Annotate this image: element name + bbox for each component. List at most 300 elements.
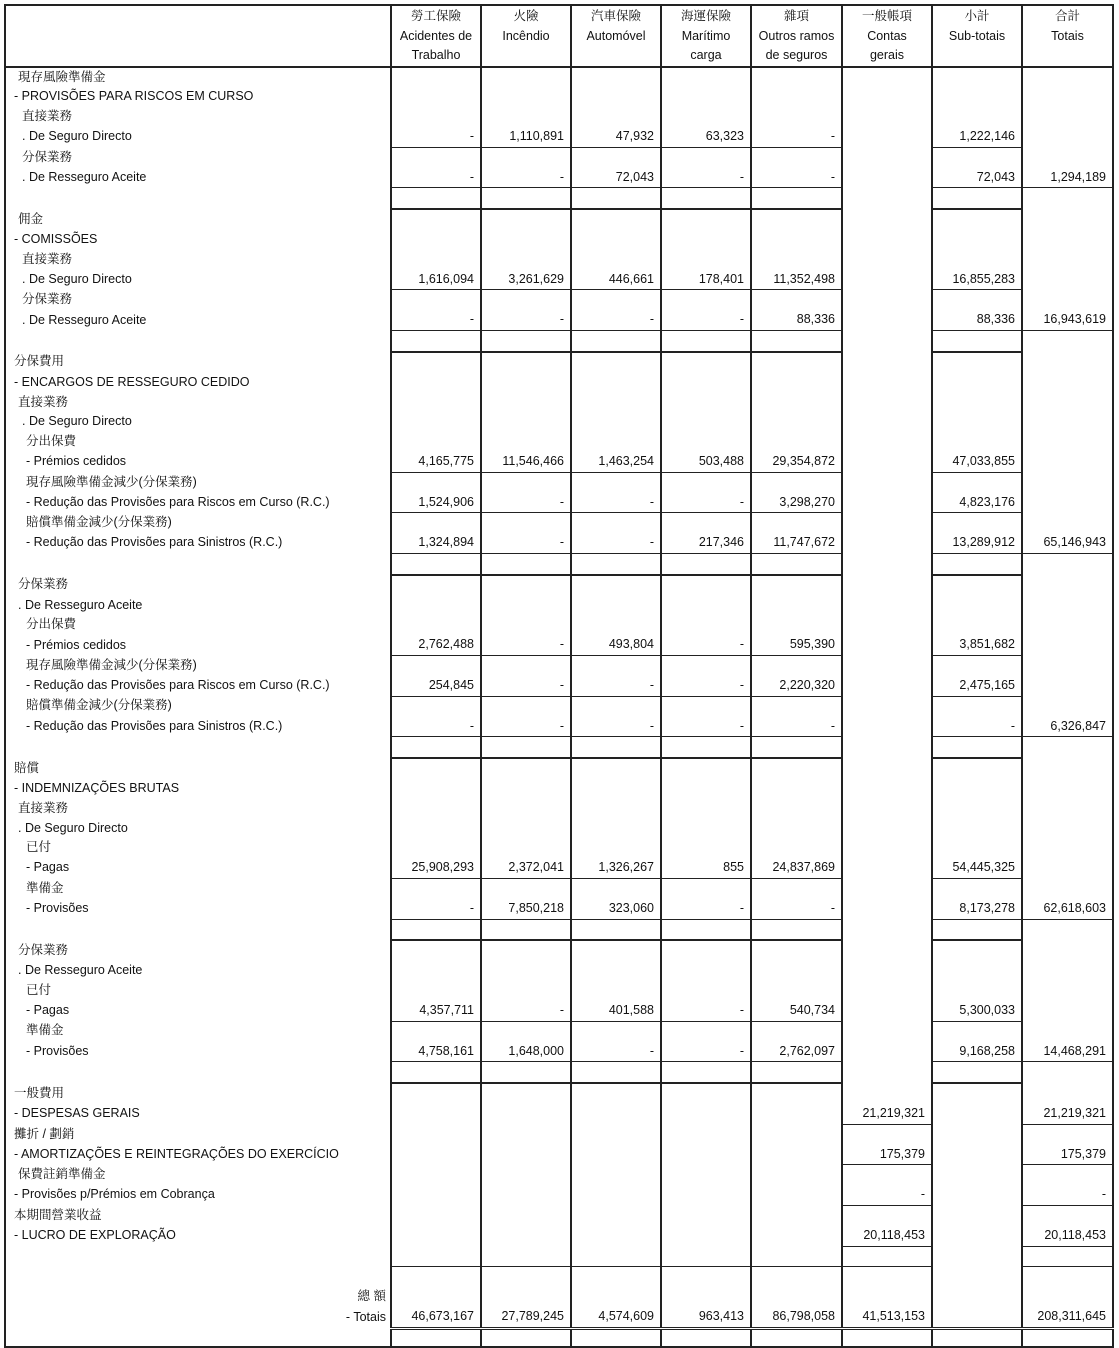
value-cell	[842, 1206, 932, 1226]
value-cell: 2,475,165	[932, 676, 1022, 696]
value-cell	[932, 596, 1022, 616]
value-cell	[571, 575, 661, 596]
empty-cell	[842, 1328, 932, 1347]
value-cell	[391, 1062, 481, 1083]
table-row	[5, 493, 1113, 513]
value-cell: 88,336	[751, 310, 842, 330]
value-cell	[932, 188, 1022, 209]
value-cell	[751, 961, 842, 981]
column-header-pt2: carga	[690, 48, 722, 62]
value-cell	[571, 352, 661, 373]
value-cell	[391, 209, 481, 230]
value-cell	[391, 412, 481, 432]
value-cell: 16,943,619	[1022, 310, 1113, 330]
value-cell	[932, 1226, 1022, 1246]
value-cell	[571, 615, 661, 635]
value-cell: 1,222,146	[932, 127, 1022, 147]
row-label: - Prémios cedidos	[26, 637, 127, 652]
value-cell	[481, 1145, 571, 1165]
value-cell	[481, 1226, 571, 1246]
value-cell	[661, 412, 751, 432]
value-cell	[661, 432, 751, 452]
value-cell: -	[932, 717, 1022, 737]
value-cell	[571, 696, 661, 716]
value-cell	[481, 1124, 571, 1144]
table-row	[5, 676, 1113, 696]
value-cell	[751, 1165, 842, 1185]
value-cell	[1022, 656, 1113, 676]
value-cell	[842, 838, 932, 858]
table-row	[5, 472, 1113, 492]
value-cell	[842, 331, 932, 352]
value-cell: 86,798,058	[751, 1307, 842, 1328]
value-cell	[571, 981, 661, 1001]
value-cell	[571, 838, 661, 858]
value-cell	[571, 1226, 661, 1246]
value-cell	[481, 737, 571, 758]
value-cell	[1022, 940, 1113, 961]
row-label: - Redução das Provisões para Sinistros (R.C.)	[26, 535, 283, 550]
row-label: 本期間營業收益	[14, 1207, 102, 1222]
table-row	[5, 1145, 1113, 1165]
row-label: - Provisões	[26, 1043, 89, 1058]
value-cell	[1022, 147, 1113, 167]
value-cell: 16,855,283	[932, 270, 1022, 290]
row-label: 準備金	[26, 1023, 64, 1038]
value-cell	[571, 799, 661, 819]
value-cell	[1022, 879, 1113, 899]
value-cell: 175,379	[1022, 1145, 1113, 1165]
row-label: 直接業務	[18, 394, 69, 409]
value-cell	[842, 67, 932, 88]
value-cell	[932, 1267, 1022, 1287]
table-footer-row	[5, 1328, 1113, 1347]
value-cell	[842, 373, 932, 393]
value-cell: 1,524,906	[391, 493, 481, 513]
value-cell	[391, 188, 481, 209]
value-cell	[571, 250, 661, 270]
value-cell	[391, 331, 481, 352]
value-cell	[481, 656, 571, 676]
value-cell	[1022, 858, 1113, 878]
table-row	[5, 656, 1113, 676]
value-cell	[481, 1267, 571, 1287]
row-label: - DESPESAS GERAIS	[14, 1106, 140, 1121]
column-header-pt: Contas	[867, 28, 907, 43]
value-cell	[481, 838, 571, 858]
value-cell	[751, 940, 842, 961]
value-cell	[661, 1104, 751, 1124]
value-cell	[1022, 290, 1113, 310]
value-cell	[842, 615, 932, 635]
row-label: 直接業務	[22, 109, 73, 124]
value-cell	[391, 290, 481, 310]
row-label: 賠償準備金減少(分保業務)	[26, 515, 172, 530]
table-row	[5, 352, 1113, 373]
value-cell: 1,326,267	[571, 858, 661, 878]
column-header	[481, 5, 571, 67]
value-cell	[661, 513, 751, 533]
value-cell: 1,463,254	[571, 452, 661, 472]
value-cell	[661, 1185, 751, 1205]
value-cell	[751, 230, 842, 250]
value-cell	[481, 554, 571, 575]
value-cell	[932, 513, 1022, 533]
row-label: 攤折 / 劃銷	[14, 1126, 75, 1141]
value-cell	[932, 575, 1022, 596]
table-row	[5, 188, 1113, 209]
row-label: 保費註銷準備金	[18, 1167, 106, 1182]
empty-cell	[481, 1328, 571, 1347]
table-row	[5, 1165, 1113, 1185]
value-cell: 21,219,321	[1022, 1104, 1113, 1124]
column-header-zh: 合計	[1054, 9, 1080, 23]
value-cell	[391, 615, 481, 635]
row-label: 已付	[26, 983, 52, 998]
value-cell	[751, 67, 842, 88]
value-cell	[391, 107, 481, 127]
value-cell	[1022, 1083, 1113, 1104]
value-cell: 65,146,943	[1022, 533, 1113, 553]
value-cell	[481, 87, 571, 107]
value-cell: 13,289,912	[932, 533, 1022, 553]
value-cell	[1022, 1062, 1113, 1083]
value-cell	[932, 981, 1022, 1001]
value-cell	[391, 1206, 481, 1226]
value-cell	[932, 1246, 1022, 1267]
value-cell	[571, 472, 661, 492]
value-cell	[661, 799, 751, 819]
value-cell	[481, 758, 571, 779]
value-cell	[481, 209, 571, 230]
value-cell	[932, 250, 1022, 270]
value-cell	[932, 1287, 1022, 1307]
table-row	[5, 393, 1113, 413]
value-cell	[481, 961, 571, 981]
value-cell: -	[751, 717, 842, 737]
value-cell: 208,311,645	[1022, 1307, 1113, 1328]
value-cell	[932, 940, 1022, 961]
value-cell	[842, 493, 932, 513]
value-cell: 3,851,682	[932, 635, 1022, 655]
value-cell: 2,762,488	[391, 635, 481, 655]
value-cell: -	[751, 168, 842, 188]
value-cell	[842, 188, 932, 209]
empty-cell	[5, 1328, 391, 1347]
empty-cell	[751, 1328, 842, 1347]
table-row	[5, 1062, 1113, 1083]
row-label: - INDEMNIZAÇÕES BRUTAS	[14, 780, 180, 795]
value-cell: 7,850,218	[481, 899, 571, 919]
value-cell	[481, 331, 571, 352]
table-row	[5, 879, 1113, 899]
row-label: 分保業務	[22, 149, 73, 164]
value-cell	[842, 656, 932, 676]
value-cell: -	[391, 168, 481, 188]
value-cell	[391, 799, 481, 819]
row-label	[5, 919, 391, 940]
value-cell: 46,673,167	[391, 1307, 481, 1328]
column-header	[932, 5, 1022, 67]
value-cell	[481, 412, 571, 432]
value-cell	[391, 230, 481, 250]
value-cell	[751, 1267, 842, 1287]
value-cell: 1,294,189	[1022, 168, 1113, 188]
value-cell	[932, 1307, 1022, 1328]
value-cell	[842, 1001, 932, 1021]
value-cell	[481, 147, 571, 167]
row-label: . De Seguro Directo	[18, 820, 128, 835]
column-header	[391, 5, 481, 67]
value-cell	[391, 1104, 481, 1124]
value-cell: 54,445,325	[932, 858, 1022, 878]
value-cell	[842, 879, 932, 899]
table-row	[5, 1021, 1113, 1041]
value-cell	[842, 635, 932, 655]
value-cell	[1022, 758, 1113, 779]
value-cell: 47,033,855	[932, 452, 1022, 472]
row-label: - Provisões p/Prémios em Cobrança	[14, 1187, 215, 1202]
value-cell	[842, 127, 932, 147]
table-row	[5, 87, 1113, 107]
value-cell	[932, 230, 1022, 250]
value-cell	[571, 1206, 661, 1226]
value-cell	[1022, 1267, 1113, 1287]
table-row	[5, 513, 1113, 533]
value-cell: -	[751, 127, 842, 147]
value-cell	[391, 696, 481, 716]
value-cell	[751, 107, 842, 127]
value-cell	[751, 1226, 842, 1246]
value-cell	[1022, 1246, 1113, 1267]
value-cell	[571, 1185, 661, 1205]
row-label	[5, 1246, 391, 1267]
value-cell	[391, 1145, 481, 1165]
row-label	[5, 737, 391, 758]
value-cell	[842, 819, 932, 839]
value-cell	[571, 779, 661, 799]
table-row	[5, 899, 1113, 919]
value-cell	[571, 373, 661, 393]
value-cell	[1022, 961, 1113, 981]
column-header-zh: 汽車保險	[590, 9, 641, 23]
value-cell	[571, 596, 661, 616]
empty-cell	[661, 1328, 751, 1347]
column-header-pt: Outros ramos	[758, 28, 835, 43]
table-row	[5, 168, 1113, 188]
value-cell	[842, 1124, 932, 1144]
value-cell	[932, 1145, 1022, 1165]
value-cell: -	[481, 310, 571, 330]
value-cell	[751, 188, 842, 209]
value-cell	[661, 331, 751, 352]
value-cell	[932, 1104, 1022, 1124]
value-cell: -	[751, 899, 842, 919]
value-cell	[661, 373, 751, 393]
empty-cell	[391, 1328, 481, 1347]
value-cell	[932, 432, 1022, 452]
value-cell	[481, 879, 571, 899]
value-cell: 4,357,711	[391, 1001, 481, 1021]
value-cell	[932, 819, 1022, 839]
value-cell	[661, 838, 751, 858]
value-cell	[842, 393, 932, 413]
value-cell	[661, 575, 751, 596]
value-cell	[481, 1185, 571, 1205]
value-cell	[1022, 919, 1113, 940]
table-row	[5, 1124, 1113, 1144]
value-cell	[391, 554, 481, 575]
value-cell	[751, 1062, 842, 1083]
value-cell	[481, 67, 571, 88]
value-cell	[661, 1287, 751, 1307]
value-cell	[571, 147, 661, 167]
value-cell: -	[481, 676, 571, 696]
row-label: - Totais	[345, 1309, 386, 1324]
value-cell	[751, 981, 842, 1001]
value-cell	[751, 554, 842, 575]
value-cell: -	[661, 899, 751, 919]
value-cell	[932, 352, 1022, 373]
value-cell	[842, 230, 932, 250]
value-cell: -	[571, 676, 661, 696]
table-row	[5, 290, 1113, 310]
value-cell	[842, 858, 932, 878]
value-cell	[661, 230, 751, 250]
value-cell	[571, 656, 661, 676]
value-cell	[661, 940, 751, 961]
row-label: . De Seguro Directo	[22, 129, 132, 144]
value-cell: -	[661, 635, 751, 655]
table-row	[5, 432, 1113, 452]
value-cell	[481, 779, 571, 799]
value-cell	[391, 919, 481, 940]
value-cell: 14,468,291	[1022, 1042, 1113, 1062]
table-row	[5, 554, 1113, 575]
value-cell: -	[481, 717, 571, 737]
value-cell	[932, 758, 1022, 779]
value-cell: 4,574,609	[571, 1307, 661, 1328]
value-cell	[481, 188, 571, 209]
table-row	[5, 331, 1113, 352]
value-cell: 175,379	[842, 1145, 932, 1165]
column-header-zh: 一般帳項	[861, 9, 912, 23]
value-cell: 21,219,321	[842, 1104, 932, 1124]
value-cell	[1022, 107, 1113, 127]
value-cell	[1022, 1021, 1113, 1041]
value-cell	[751, 596, 842, 616]
row-label: 現存風險準備金減少(分保業務)	[26, 657, 197, 672]
value-cell	[751, 758, 842, 779]
value-cell	[842, 799, 932, 819]
value-cell	[842, 554, 932, 575]
value-cell	[842, 696, 932, 716]
value-cell: -	[481, 493, 571, 513]
value-cell	[751, 1185, 842, 1205]
column-header	[571, 5, 661, 67]
table-row	[5, 919, 1113, 940]
value-cell	[751, 819, 842, 839]
column-header-pt: Totais	[1051, 28, 1084, 43]
value-cell	[1022, 188, 1113, 209]
value-cell	[751, 432, 842, 452]
value-cell: 11,352,498	[751, 270, 842, 290]
value-cell	[842, 107, 932, 127]
value-cell	[661, 981, 751, 1001]
table-row	[5, 717, 1113, 737]
table-row	[5, 737, 1113, 758]
value-cell	[391, 1226, 481, 1246]
value-cell	[571, 879, 661, 899]
value-cell	[571, 107, 661, 127]
table-row	[5, 310, 1113, 330]
value-cell	[661, 961, 751, 981]
value-cell: -	[842, 1185, 932, 1205]
table-row	[5, 230, 1113, 250]
row-label: - Redução das Provisões para Riscos em Curso (R.C.)	[26, 494, 330, 509]
table-row	[5, 1287, 1113, 1307]
value-cell	[932, 656, 1022, 676]
value-cell	[842, 250, 932, 270]
value-cell	[842, 1062, 932, 1083]
row-label: 現存風險準備金減少(分保業務)	[26, 474, 197, 489]
row-label: - AMORTIZAÇÕES E REINTEGRAÇÕES DO EXERCÍCIO	[14, 1146, 339, 1161]
value-cell	[842, 432, 932, 452]
value-cell	[391, 1267, 481, 1287]
row-label: - Redução das Provisões para Sinistros (R.C.)	[26, 718, 283, 733]
value-cell	[932, 412, 1022, 432]
value-cell	[932, 87, 1022, 107]
value-cell: 72,043	[571, 168, 661, 188]
value-cell: 25,908,293	[391, 858, 481, 878]
value-cell: 540,734	[751, 1001, 842, 1021]
value-cell	[481, 373, 571, 393]
value-cell	[842, 899, 932, 919]
table-row	[5, 373, 1113, 393]
value-cell: -	[661, 1042, 751, 1062]
value-cell	[1022, 331, 1113, 352]
value-cell	[391, 737, 481, 758]
value-cell: 595,390	[751, 635, 842, 655]
value-cell	[1022, 209, 1113, 230]
value-cell	[1022, 412, 1113, 432]
value-cell: 47,932	[571, 127, 661, 147]
value-cell	[391, 940, 481, 961]
value-cell	[571, 230, 661, 250]
value-cell	[571, 188, 661, 209]
value-cell	[391, 758, 481, 779]
value-cell	[481, 596, 571, 616]
value-cell: 88,336	[932, 310, 1022, 330]
value-cell	[1022, 596, 1113, 616]
value-cell: 2,762,097	[751, 1042, 842, 1062]
value-cell	[391, 250, 481, 270]
value-cell	[661, 1062, 751, 1083]
technical-account-table	[4, 4, 1114, 1348]
table-row	[5, 961, 1113, 981]
value-cell: 63,323	[661, 127, 751, 147]
value-cell	[751, 656, 842, 676]
table-row	[5, 615, 1113, 635]
value-cell	[481, 981, 571, 1001]
value-cell	[481, 393, 571, 413]
table-row	[5, 1267, 1113, 1287]
row-label: - Pagas	[26, 860, 70, 875]
table-row	[5, 758, 1113, 779]
value-cell: -	[391, 717, 481, 737]
value-cell	[842, 1267, 932, 1287]
value-cell: -	[571, 310, 661, 330]
